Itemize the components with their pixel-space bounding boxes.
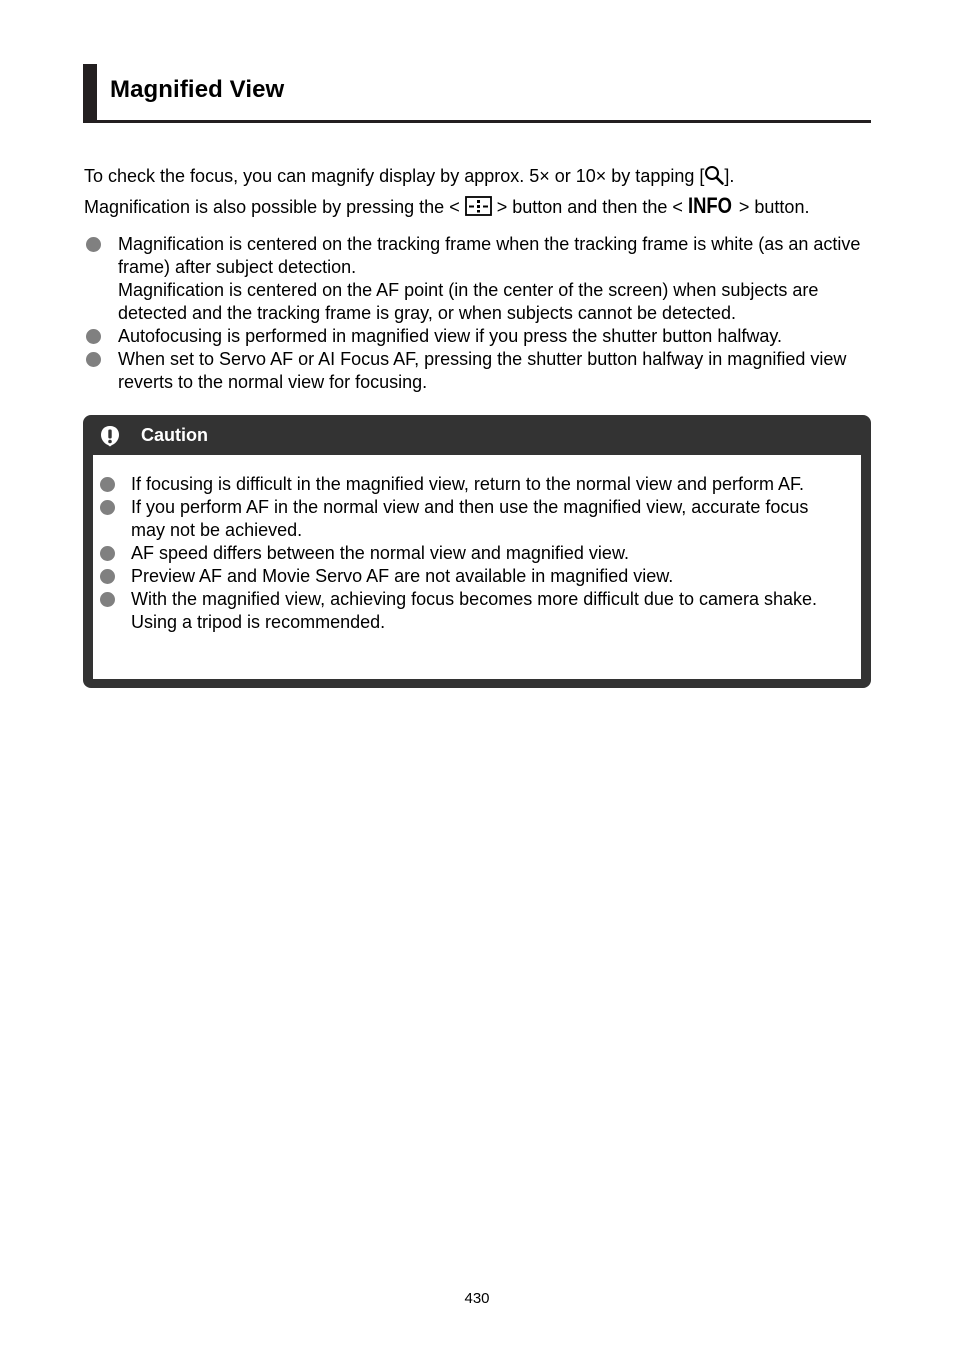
intro-line-2-suffix: > button. (733, 197, 810, 217)
list-item (84, 348, 874, 394)
caution-item-text: Preview AF and Movie Servo AF are not available in magnified view. (131, 566, 674, 586)
bullet-list (84, 233, 874, 394)
intro-line-1-text: To check the focus, you can magnify display by approx. 5× or 10× by tapping [ (84, 166, 705, 186)
list-item (84, 233, 874, 325)
bullet-dot (100, 477, 115, 492)
caution-box (83, 415, 871, 688)
caution-item-text: AF speed differs between the normal view and magnified view. (131, 543, 629, 563)
bullet-dot (100, 546, 115, 561)
list-item (100, 542, 840, 565)
caution-title: Caution (141, 425, 208, 445)
magnify-icon (704, 165, 724, 193)
section-title: Magnified View (110, 76, 285, 103)
caution-item-text: If you perform AF in the normal view and then use the magnified view, accurate focus may not be achieved. (131, 497, 809, 540)
intro-line-1-suffix: ]. (724, 166, 735, 186)
quick-control-button-icon (465, 196, 492, 224)
caution-item-text: With the magnified view, achieving focus becomes more difficult due to camera shake. Using a tripod is recommended. (131, 589, 818, 632)
bullet-dot (100, 500, 115, 515)
page-number: 430 (464, 1290, 490, 1307)
list-item (84, 325, 874, 348)
list-item (100, 496, 840, 542)
caution-body (93, 455, 861, 679)
svg-text:INFO: INFO (687, 193, 732, 218)
list-item (100, 588, 840, 634)
intro-line-2 (84, 193, 884, 224)
bullet-dot (86, 329, 101, 344)
bullet-text: Magnification is centered on the tracking frame when the tracking frame is white (as an active frame) after subject detection. (118, 234, 861, 277)
list-item (100, 565, 840, 588)
section-header (83, 64, 871, 123)
intro-line-2-middle: > button and then the < (491, 197, 688, 217)
intro-paragraph (84, 162, 884, 224)
list-item (100, 473, 840, 496)
caution-header (83, 415, 871, 455)
bullet-text: Autofocusing is performed in magnified view if you press the shutter button halfway. (118, 326, 783, 346)
info-button-icon (688, 194, 734, 224)
bullet-dot (100, 569, 115, 584)
caution-exclamation-icon (99, 425, 121, 447)
intro-line-2-text: Magnification is also possible by pressing the < (84, 197, 465, 217)
bullet-text: When set to Servo AF or AI Focus AF, pressing the shutter button halfway in magnified view reverts to the normal view for focusing. (118, 349, 847, 392)
bullet-dot (100, 592, 115, 607)
bullet-dot (86, 352, 101, 367)
intro-line-1 (84, 162, 884, 193)
caution-item-text: If focusing is difficult in the magnified view, return to the normal view and perform AF. (131, 474, 804, 494)
section-header-bar (83, 64, 97, 120)
caution-list (100, 473, 840, 634)
bullet-dot (86, 237, 101, 252)
bullet-text: Magnification is centered on the AF point (in the center of the screen) when subjects are detected and the tracking frame is gray, or when subjects cannot be detected. (118, 280, 819, 323)
